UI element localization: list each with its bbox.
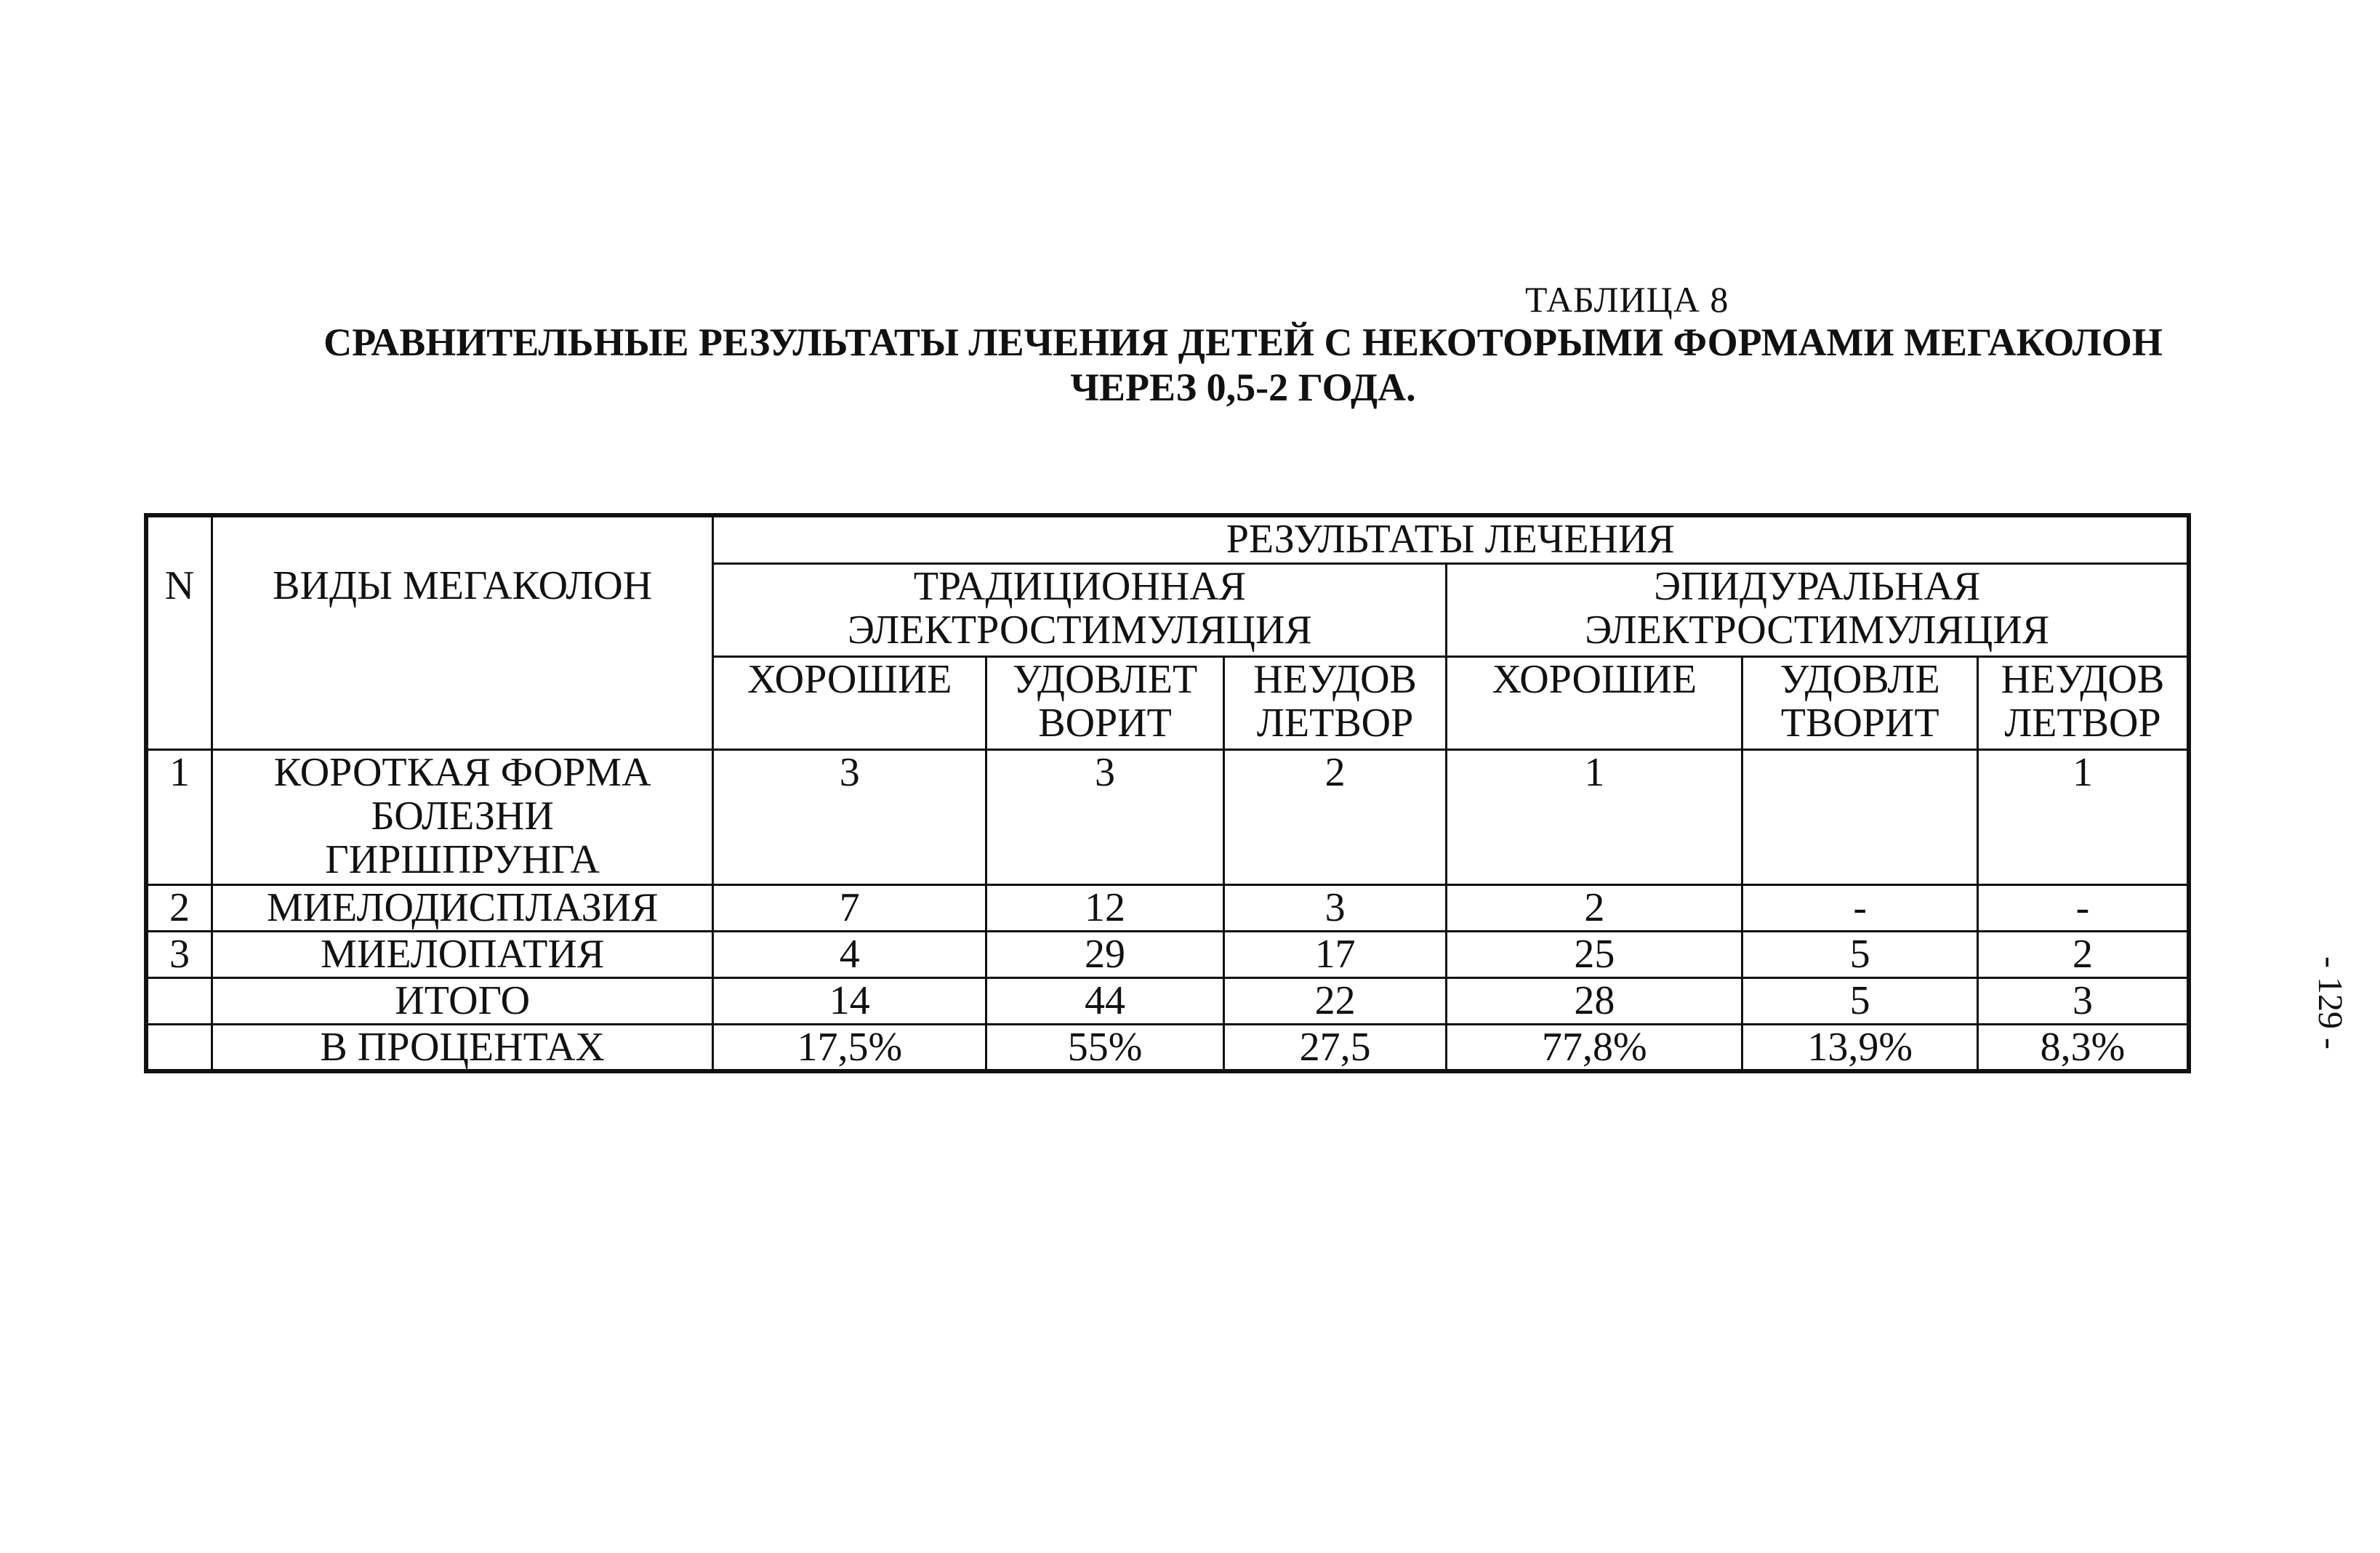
row-number: [146, 1024, 212, 1071]
cell-value: 1: [1447, 749, 1742, 884]
table-row: [146, 749, 2189, 884]
subheader-satisfactory-traditional: УДОВЛЕТ ВОРИТ: [986, 656, 1224, 749]
cell-value: 5: [1742, 931, 1978, 977]
title-line-2: ЧЕРЕЗ 0,5-2 ГОДА.: [1070, 366, 1416, 409]
cell-value: -: [1977, 884, 2189, 931]
cell-value: 3: [1223, 884, 1447, 931]
table-row: [146, 884, 2189, 931]
cell-value: 14: [713, 977, 986, 1024]
row-megacolon-type: КОРОТКАЯ ФОРМА БОЛЕЗНИ ГИРШПРУНГА: [212, 749, 712, 884]
cell-value: 22: [1223, 977, 1447, 1024]
subheader-unsatisfactory-epidural: НЕУДОВ ЛЕТВОР: [1977, 656, 2189, 749]
header-traditional-electrostimulation: ТРАДИЦИОННАЯ ЭЛЕКТРОСТИМУЛЯЦИЯ: [713, 563, 1447, 656]
row-number: 3: [146, 931, 212, 977]
cell-value: 8,3%: [1977, 1024, 2189, 1071]
header-megacolon-types: ВИДЫ МЕГАКОЛОН: [212, 515, 712, 749]
subheader-good-epidural: ХОРОШИЕ: [1447, 656, 1742, 749]
total-row: [146, 977, 2189, 1024]
row-megacolon-type: МИЕЛОПАТИЯ: [212, 931, 712, 977]
cell-value: 3: [986, 749, 1224, 884]
page-number: [2286, 952, 2373, 1054]
cell-value: 7: [713, 884, 986, 931]
subheader-good-traditional: ХОРОШИЕ: [713, 656, 986, 749]
row-percent-label: В ПРОЦЕНТАХ: [212, 1024, 712, 1071]
cell-value: 5: [1742, 977, 1978, 1024]
cell-value: 28: [1447, 977, 1742, 1024]
cell-value: 4: [713, 931, 986, 977]
cell-value: 29: [986, 931, 1224, 977]
cell-value: 55%: [986, 1024, 1224, 1071]
subheader-unsatisfactory-traditional: НЕУДОВ ЛЕТВОР: [1223, 656, 1447, 749]
table-label: ТАБЛИЦА 8: [1525, 279, 1729, 320]
row-megacolon-type: МИЕЛОДИСПЛАЗИЯ: [212, 884, 712, 931]
cell-value: 3: [713, 749, 986, 884]
cell-value: 2: [1447, 884, 1742, 931]
title-line-1: СРАВНИТЕЛЬНЫЕ РЕЗУЛЬТАТЫ ЛЕЧЕНИЯ ДЕТЕЙ С НЕКОТОРЫМИ ФОРМАМИ МЕГАКОЛОН: [323, 320, 2163, 364]
cell-value: 2: [1223, 749, 1447, 884]
row-total-label: ИТОГО: [212, 977, 712, 1024]
cell-value: 77,8%: [1447, 1024, 1742, 1071]
cell-value: 3: [1977, 977, 2189, 1024]
page-number-text: - 129 -: [2311, 956, 2349, 1049]
cell-value: 25: [1447, 931, 1742, 977]
row-number: 1: [146, 749, 212, 884]
subheader-satisfactory-epidural: УДОВЛЕ ТВОРИТ: [1742, 656, 1978, 749]
cell-value: 2: [1977, 931, 2189, 977]
cell-value: 44: [986, 977, 1224, 1024]
cell-value: -: [1742, 884, 1978, 931]
cell-value: 1: [1977, 749, 2189, 884]
cell-value: 17,5%: [713, 1024, 986, 1071]
percent-row: [146, 1024, 2189, 1071]
cell-value: 12: [986, 884, 1224, 931]
row-number: [146, 977, 212, 1024]
cell-value: [1742, 749, 1978, 884]
cell-value: 27,5: [1223, 1024, 1447, 1071]
header-treatment-results: РЕЗУЛЬТАТЫ ЛЕЧЕНИЯ: [713, 515, 2189, 563]
results-table: [144, 513, 2191, 1073]
cell-value: 17: [1223, 931, 1447, 977]
document-title: [116, 320, 2370, 410]
row-number: 2: [146, 884, 212, 931]
header-n: N: [146, 515, 212, 749]
header-epidural-electrostimulation: ЭПИДУРАЛЬНАЯ ЭЛЕКТРОСТИМУЛЯЦИЯ: [1447, 563, 2189, 656]
cell-value: 13,9%: [1742, 1024, 1978, 1071]
table-row: [146, 931, 2189, 977]
